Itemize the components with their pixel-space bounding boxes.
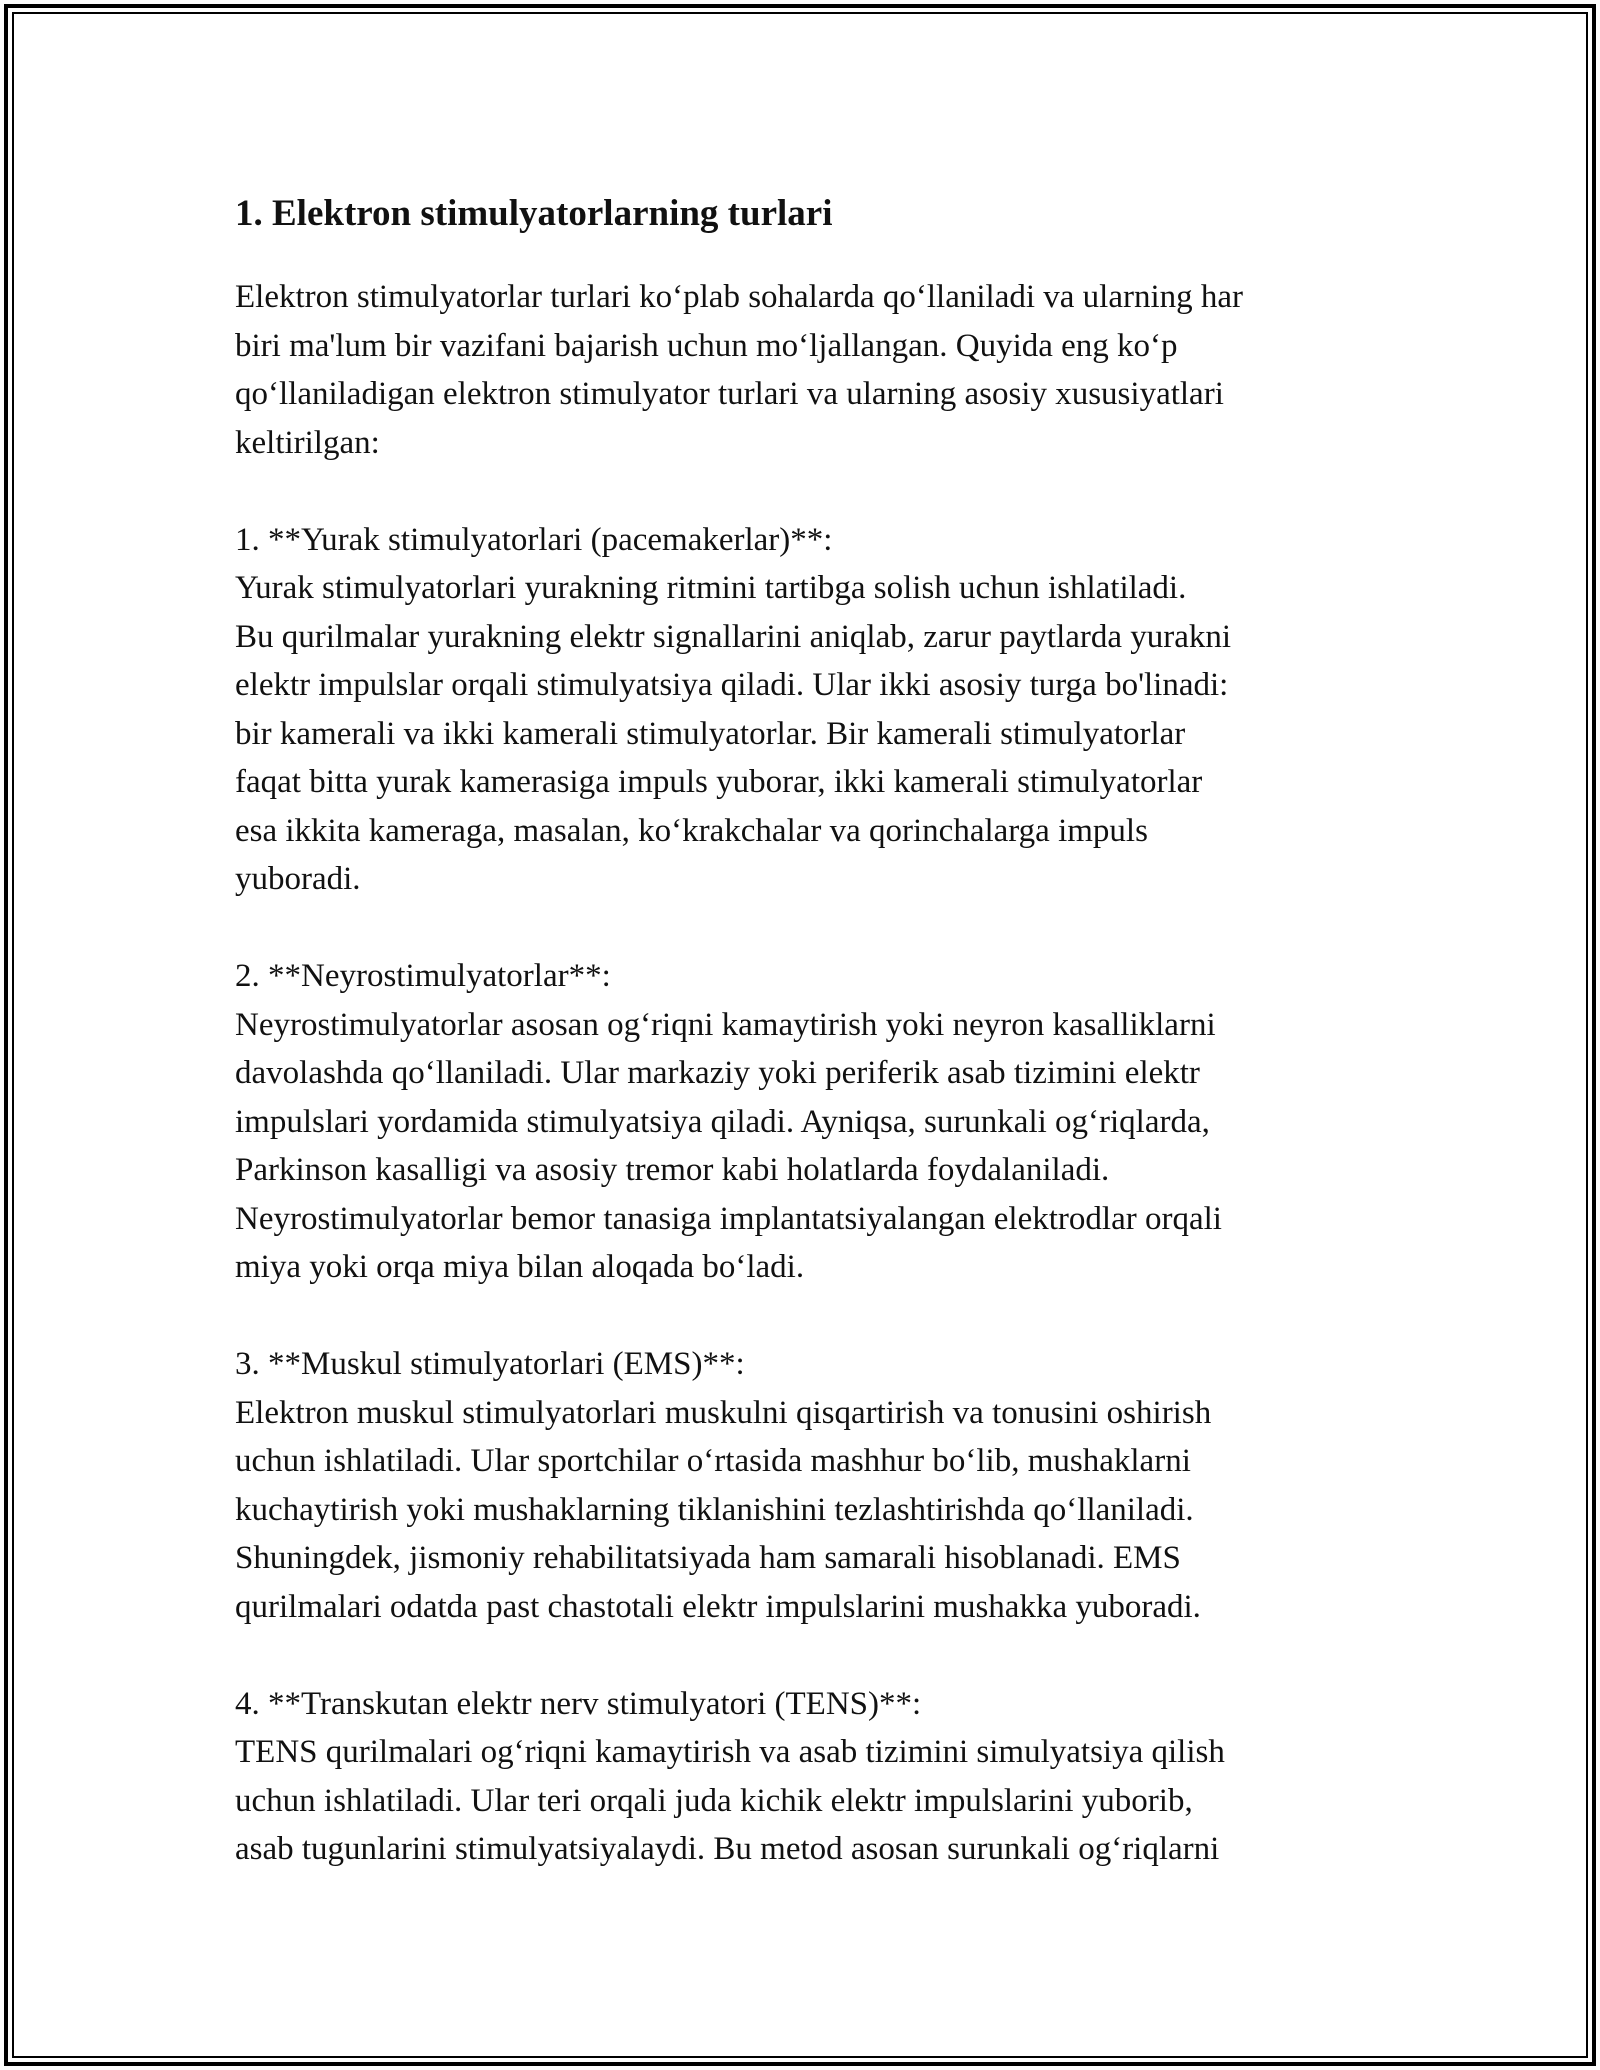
intro-paragraph: Elektron stimulyatorlar turlari ko‘plab sohalarda qo‘llaniladi va ularning har biri ma'lum bir vazifani bajarish uchun mo‘ljallangan. Quyida eng ko‘p qo‘llaniladigan elektron stimulyator turlari va ularning asosiy xususiyatlari keltirilgan: — [235, 279, 1244, 461]
document-body — [235, 186, 1375, 1874]
list-item-title: 4. **Transkutan elektr nerv stimulyatori (TENS)**: — [235, 1685, 922, 1722]
list-item — [235, 952, 1375, 1292]
section-heading: 1. Elektron stimulyatorlarning turlari — [235, 193, 833, 234]
list-item-body: Elektron muskul stimulyatorlari muskulni qisqartirish va tonusini oshirish uchun ishlatiladi. Ular sportchilar o‘rtasida mashhur bo‘lib, mushaklarni kuchaytirish yoki mushaklarning tiklanishini tezlashtirishda qo‘llaniladi. Shuningdek, jismoniy rehabilitatsiyada ham samarali hisoblanadi. EMS qurilmalari odatda past chastotali elektr impulslarini mushakka yuboradi. — [235, 1394, 1212, 1625]
list-item-body: Yurak stimulyatorlari yurakning ritmini tartibga solish uchun ishlatiladi. Bu qurilmalar yurakning elektr signallarini aniqlab, zarur paytlarda yurakni elektr impulslar orqali stimulyatsiya qiladi. Ular ikki asosiy turga bo'linadi: bir kamerali va ikki kamerali stimulyatorlar. Bir kamerali stimulyatorlar faqat bitta yurak kamerasiga impuls yuborar, ikki kamerali stimulyatorlar esa ikkita kameraga, masalan, ko‘krakchalar va qorinchalarga impuls yuboradi. — [235, 570, 1232, 897]
list-item — [235, 516, 1375, 904]
list-item-title: 2. **Neyrostimulyatorlar**: — [235, 958, 611, 994]
list-item-body: TENS qurilmalari og‘riqni kamaytirish va asab tizimini simulyatsiya qilish uchun ishlatiladi. Ular teri orqali juda kichik elektr impulslarini yuborib, asab tugunlarini stimulyatsiyalaydi. Bu metod asosan surunkali og‘riqlarni — [235, 1734, 1225, 1867]
list-item-title: 1. **Yurak stimulyatorlari (pacemakerlar)**: — [235, 521, 833, 558]
list-item-title: 3. **Muskul stimulyatorlari (EMS)**: — [235, 1346, 745, 1382]
list-item-body: Neyrostimulyatorlar asosan og‘riqni kamaytirish yoki neyron kasalliklarni davolashda qo‘llaniladi. Ular markaziy yoki periferik asab tizimini elektr impulslari yordamida stimulyatsiya qiladi. Ayniqsa, surunkali og‘riqlarda, Parkinson kasalligi va asosiy tremor kabi holatlarda foydalaniladi. Neyrostimulyatorlar bemor tanasiga implantatsiyalangan elektrodlar orqali miya yoki orqa miya bilan aloqada bo‘ladi. — [235, 1006, 1222, 1285]
list-item — [235, 1340, 1375, 1631]
list-item — [235, 1680, 1375, 1874]
